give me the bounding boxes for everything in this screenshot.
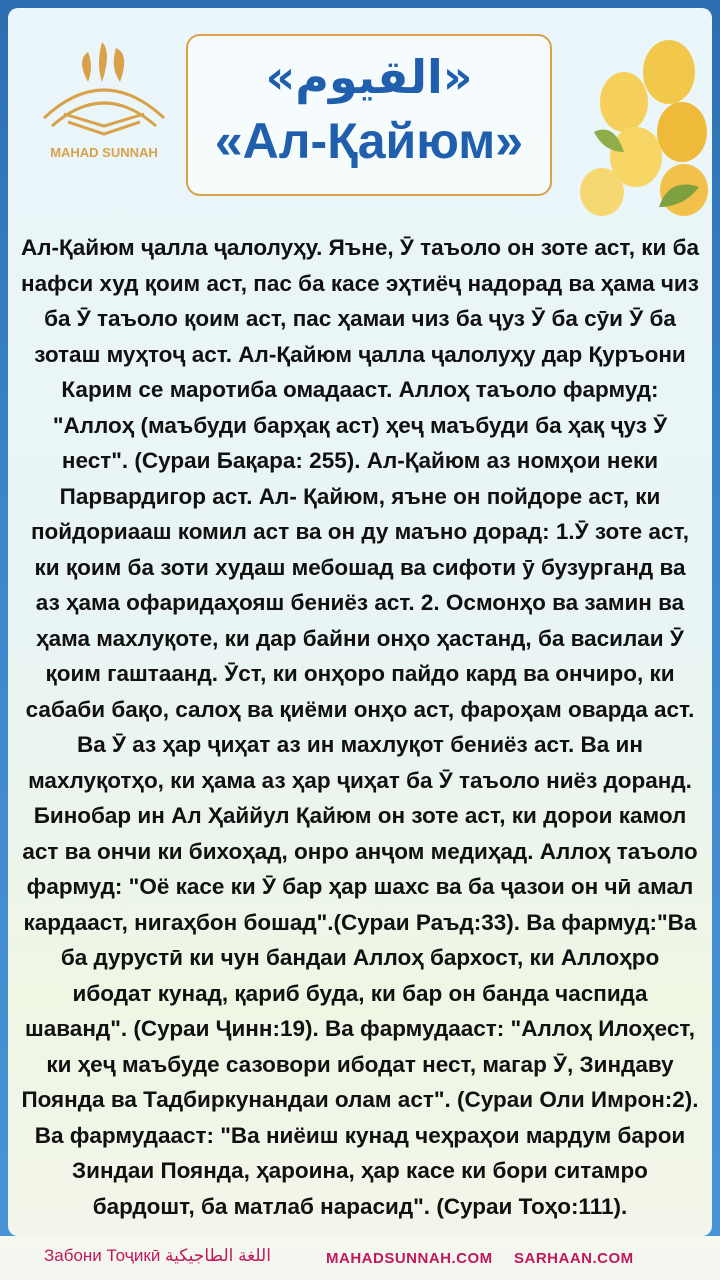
- logo-text: MAHAD SUNNAH: [50, 145, 158, 160]
- footer-site-mahadsunnah[interactable]: MAHADSUNNAH.COM: [326, 1250, 493, 1267]
- footer-site-sarhaan[interactable]: SARHAAN.COM: [514, 1250, 634, 1267]
- title-tajik: «Ал-Қайюм»: [214, 113, 524, 169]
- title-box: [186, 34, 552, 196]
- footer: [0, 1236, 720, 1280]
- tulip-flowers-image: [564, 32, 712, 222]
- footer-language: Забони Тоҷикӣ اللغة الطاجيكية: [44, 1246, 271, 1265]
- mahad-sunnah-logo: [24, 22, 184, 172]
- main-paragraph: Ал-Қайюм ҷалла ҷалолуҳу. Яъне, Ӯ таъоло он зоте аст, ки ба нафси худ қоим аст, пас ба касе эҳтиёҷ надорад ва ҳама чиз ба Ӯ таъоло қоим аст, пас ҳамаи чиз ба ҷуз Ӯ ба сӯи Ӯ ба зоташ муҳтоҷ аст. Ал-Қайюм ҷалла ҷалолуҳу дар Қуръони Карим се маротиба омадааст. Аллоҳ таъоло фармуд: "Аллоҳ (маъбуди барҳақ аст) ҳеҷ маъбуди ба ҳақ ҷуз Ӯ нест". (Сураи Бақара: 255). Ал-Қайюм аз номҳои неки Парвардигор аст. Ал- Қайюм, яъне он пойдоре аст, ки пойдориааш комил аст ва он ду маъно дорад: 1.Ӯ зоте аст, ки қоим ба зоти худаш мебошад ва сифоти ӯ бузурганд ва аз ҳама офаридаҳояш бениёз аст. 2. Осмонҳо ва замин ва ҳама махлуқоте, ки дар байни онҳо ҳастанд, ба василаи Ӯ қоим гаштаанд. Ӯст, ки онҳоро пайдо кард ва ончиро, ки сабаби бақо, салоҳ ва қиёми онҳо аст, фароҳам оварда аст. Ва Ӯ аз ҳар ҷиҳат аз ин махлуқот бениёз аст. Ва ин махлуқотҳо, ки ҳама аз ҳар ҷиҳат ба Ӯ таъоло ниёз доранд. Бинобар ин Ал Ҳаййул Қайюм он зоте аст, ки дорои камол аст ва ончи ки бихоҳад, онро анҷом медиҳад. Аллоҳ таъоло фармуд: "Оё касе ки Ӯ бар ҳар шахс ва ба ҷазои он чӣ амал кардааст, нигаҳбон бошад".(Сураи Раъд:33). Ва фармуд:"Ва ба дурустӣ ки чун бандаи Аллоҳ бархост, ки Аллоҳро ибодат кунад, қариб буда, ки бар он банда часпида шаванд". (Сураи Ҷинн:19). Ва фармудааст: "Аллоҳ Илоҳест, ки ҳеҷ маъбуде сазовори ибодат нест, магар Ӯ, Зиндаву Поянда ва Тадбиркунандаи олам аст". (Сураи Оли Имрон:2). Ва фармудааст: "Ва ниёиш кунад чеҳраҳои мардум барои Зиндаи Поянда, ҳароина, ҳар касе ки бори ситамро бардошт, ба матлаб нарасид". (Сураи Тоҳо:111).: [21, 235, 699, 1219]
- content-card: [8, 8, 712, 1236]
- title-arabic: «القيوم»: [265, 50, 473, 104]
